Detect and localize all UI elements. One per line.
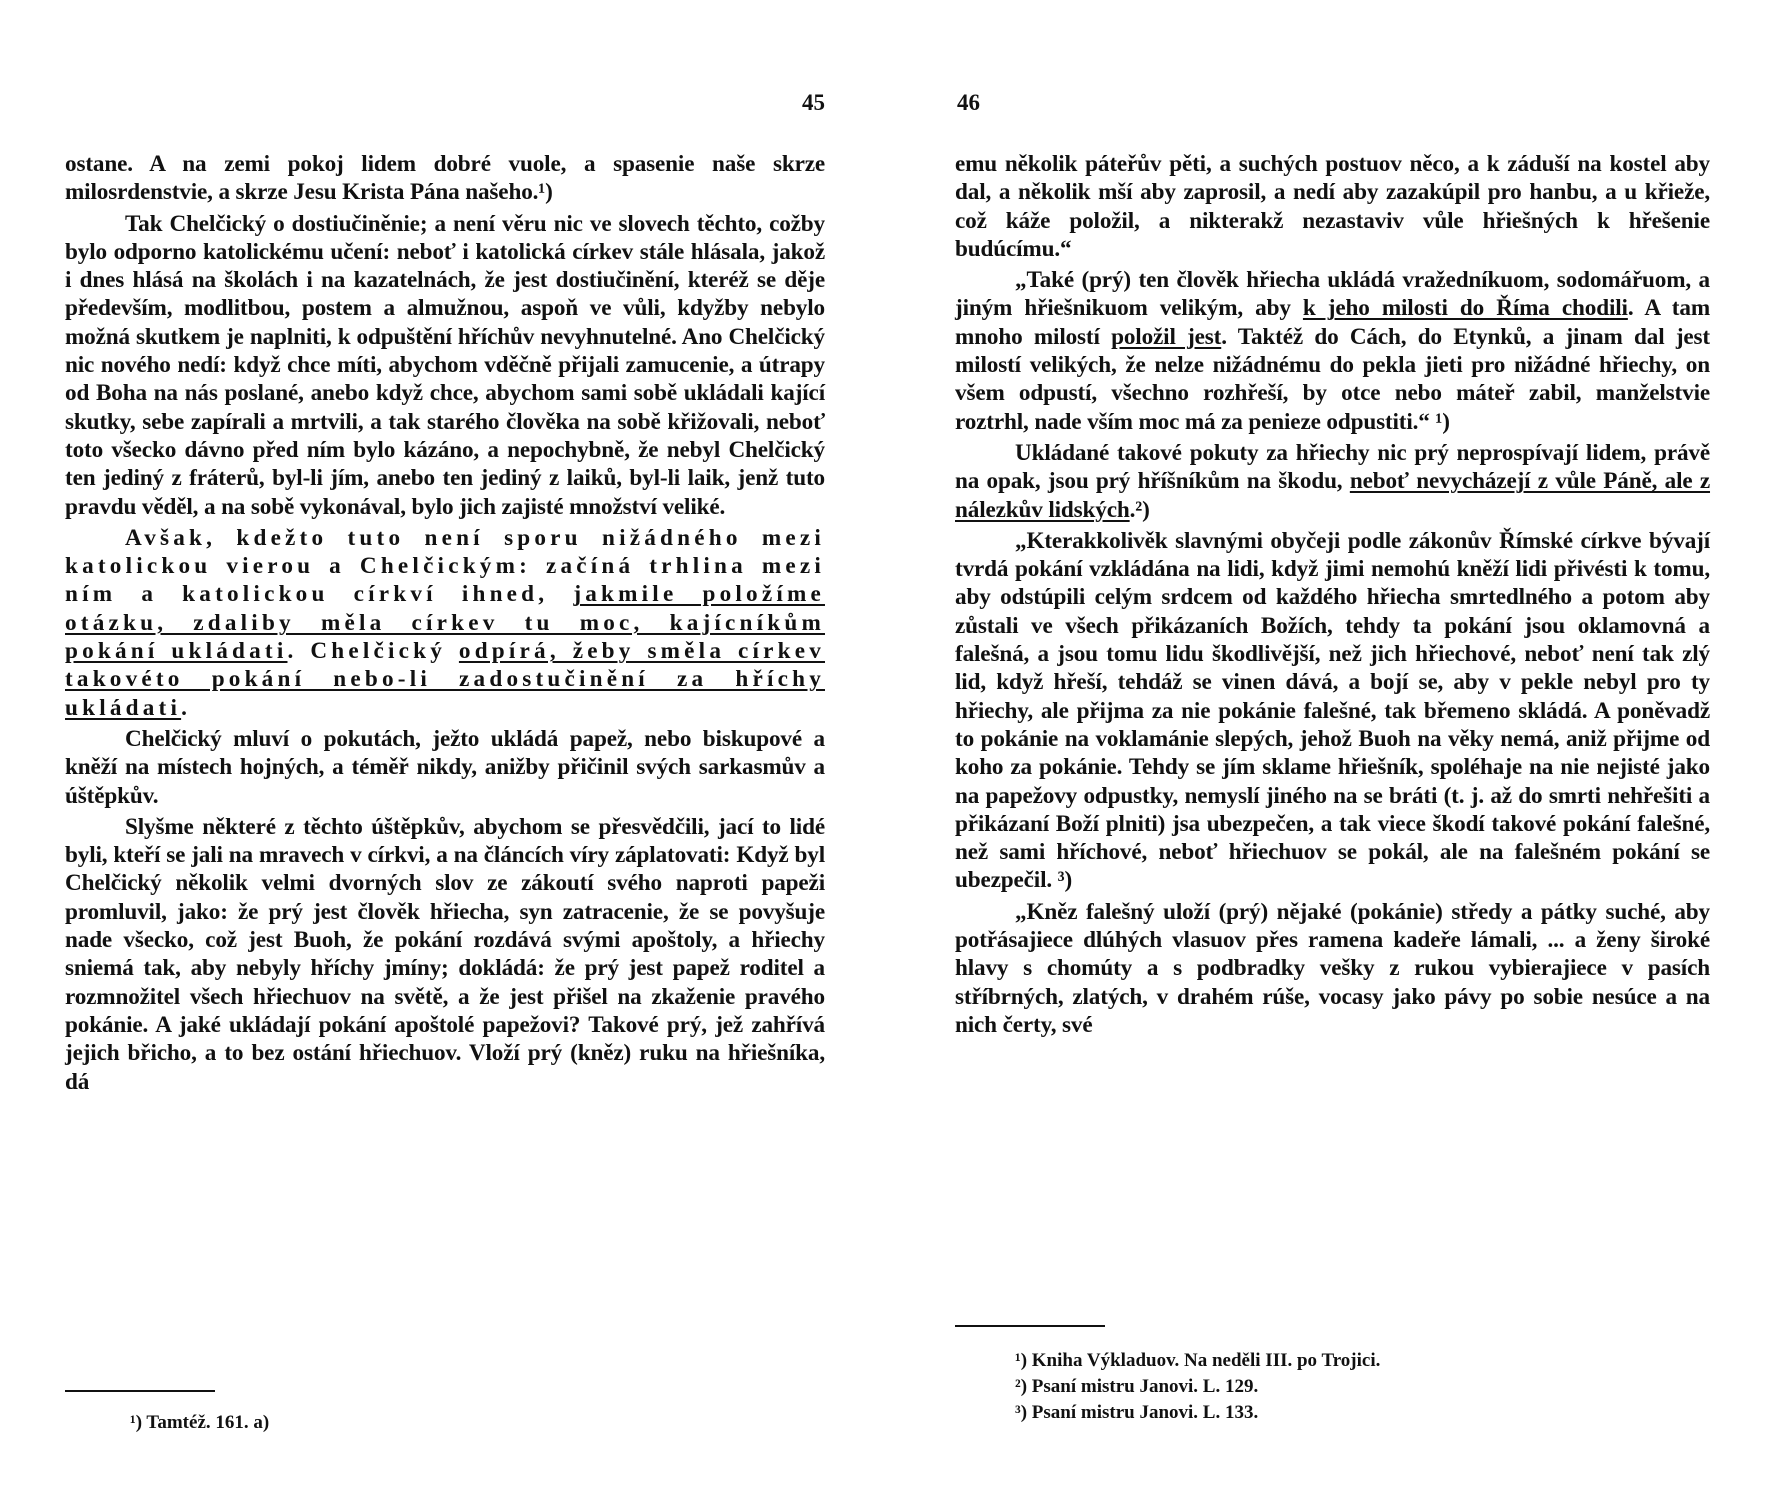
underlined-text: jakmile položíme otázku, zdaliby měla církev tu moc, kajícníkům pokání ukládati xyxy=(65,581,825,665)
right-page xyxy=(955,0,1710,1500)
paragraph: Tak Chelčický o dostiučiněnie; a není věru nic ve slovech těchto, cožby bylo odporno katolickému učení: neboť i katolická církev stále hlásala, jakož i dnes hlásá na školách i na kazatelnách, že jest dostiučinění, kteréž se děje především, modlitbou, postem a almužnou, aspoň ve vůli, kdyžby nebylo možná skutkem je naplniti, k odpuštění hříchův nevyhnutelné. Ano Chelčický nic nového nedí: když chce míti, abychom vděčně přijali zamucenie, a útrapy od Boha na nás poslané, anebo když chce, abychom sami sobě ukládali kající skutky, sebe zapírali a mrtvili, a tak starého člověka na sobě křižovali, neboť toto všecko dávno před ním bylo kázáno, a nepochybně, že nebyl Chelčický ten jediný z fráterů, byl-li jím, anebo ten jediný z laiků, byl-li laik, jenž tuto pravdu věděl, a na sobě vykonával, bylo jich zajisté množství veliké. xyxy=(65,210,825,520)
left-page xyxy=(65,0,825,1500)
underlined-text: odpírá, žeby směla církev takovéto pokání nebo-li zadostučinění za hříchy ukládati xyxy=(65,638,825,721)
paragraph: Slyšme některé z těchto úštěpkův, abychom se přesvědčili, jací to lidé byli, kteří se jali na mravech v církvi, a na článcích víry záplatovati: Když byl Chelčický několik velmi dvorných slov ze zákoutí svého naproti papeži promluvil, jako: že prý jest člověk hřiecha, syn zatracenie, že se povyšuje nade všecko, což jest Buoh, že pokání rozdává svými apoštoly, a hřiechy sniemá tak, aby nebyly hříchy jmíny; dokládá: že prý jest papež roditel a rozmnožitel všech hřiechuov na světě, a že jest přišel na zkaženie pravého pokánie. A jaké ukládají pokání apoštolé papežovi? Takové prý, jež zahřívá jejich břicho, a to bez ostání hřiechuov. Vloží prý (kněz) ruku na hřiešníka, dá xyxy=(65,813,825,1095)
spaced-paragraph xyxy=(65,524,825,722)
text: Avšak, kdežto tuto není sporu nižádného mezi katolickou vierou a Chelčickým: začíná trhlina mezi ním a katolickou církví ihned, xyxy=(65,524,825,608)
text: . Chelčický xyxy=(287,638,459,665)
underlined-text: k jeho milosti do Říma chodili xyxy=(1302,295,1628,322)
text: . A tam mnoho milostí xyxy=(955,295,1710,350)
footnote-rule xyxy=(65,1390,215,1392)
text: . xyxy=(181,694,192,721)
paragraph: emu několik páteřův pěti, a suchých postuov něco, a k záduší na kostel aby dal, a několik mší aby zaprosil, a nedí aby zazakúpil pro hanbu, a u křieže, což káže položil, a nikterakž nezastaviv vůle hřiešných k hřešenie budúcímu.“ xyxy=(955,151,1710,262)
text: . Taktéž do Cách, do Etynků, a jinam dal jest milostí velikých, že nelze nižádnému do pekla jieti pro nižádné hřiechy, on všem odpustí, všechno rozhřeší, by otce nebo máteř zabil, manželstvie roztrhl, nade vším moc má za penieze odpustiti.“ ¹) xyxy=(955,323,1710,435)
underlined-text: položil jest xyxy=(1111,323,1222,350)
paragraph: „Kterakkolivěk slavnými obyčeji podle zákonův Římské církve bývají tvrdá pokání vzkládána na lidi, když jimi nemohú kněží lidi přivésti k tomu, aby odstúpili celým srdcem od každého hřiecha smrtedlného a potom aby zůstali ve všech přikázaních Božích, tehdy ta pokání jsou oklamovná a falešná, a jsou tomu lidu škodlivější, než jich hřiechové, neboť není tak zlý lid, když hřeší, tehdáž se vinen dává, a bojí se, aby v pekle nebyl pro ty hřiechy, ale přijma za nie pokánie falešné, tak břemeno skládá. A poněvadž to pokánie na voklamánie slepých, jehož Buoh na věky nemá, aniž přijme od koho za pokánie. Tehdy se jím sklame hřiešník, spoléhaje na nie nejisté jako na papežovy odpustky, nemyslí jiného na se bráti (t. j. až do smrti nehřešiti a přikázaní Boží plniti) jsa ubezpečen, a tak viece škodí takové pokání falešné, než sami hříchové, neboť hřiechuov se pokál, ale na falešném pokání se ubezpečil. ³) xyxy=(955,527,1710,894)
footnote: ²) Psaní mistru Janovi. L. 129. xyxy=(1015,1376,1259,1397)
footnote: ¹) Tamtéž. 161. a) xyxy=(130,1412,270,1433)
underlined-text: neboť nevycházejí z vůle Páně, ale z nálezkův lidských xyxy=(955,468,1711,523)
text: „Také (prý) ten člověk hřiecha ukládá vražedníkuom, sodomářuom, a jiným hřiešnikuom velikým, aby xyxy=(955,267,1710,322)
text: Ukládané takové pokuty za hřiechy nic prý neprospívají lidem, právě na opak, jsou prý hříšníkům na škodu, xyxy=(955,439,1710,495)
paragraph: „Kněz falešný uloží (prý) nějaké (pokánie) středy a pátky suché, aby potřásajiece dlúhých vlasuov přes ramena kadeře lámali, ... a ženy široké hlavy s chomúty a s podbradky vešky z rukou vybierajiece v pasích stříbrných, zlatých, v drahém rúše, vocasy jako pávy po sobie nesúce a na nich čerty, své xyxy=(955,898,1710,1038)
paragraph: ostane. A na zemi pokoj lidem dobré vuole, a spasenie naše skrze milosrdenstvie, a skrze Jesu Krista Pána našeho.¹) xyxy=(65,151,825,206)
paragraph: Chelčický mluví o pokutách, ježto ukládá papež, nebo biskupové a kněží na místech hojných, a téměř nikdy, anižby přičinil svých sarkasmův a úštěpkův. xyxy=(65,725,825,809)
footnotes xyxy=(130,1410,269,1436)
footnote-rule xyxy=(955,1325,1105,1327)
page-number: 45 xyxy=(802,90,825,115)
page-body xyxy=(65,150,825,1099)
footnote: ³) Psaní mistru Janovi. L. 133. xyxy=(1015,1402,1259,1423)
paragraph xyxy=(955,439,1710,524)
paragraph xyxy=(955,266,1710,436)
text: .²) xyxy=(1129,496,1150,523)
footnotes xyxy=(1015,1348,1380,1426)
page-body xyxy=(955,150,1710,1042)
page-number: 46 xyxy=(957,90,980,115)
footnote: ¹) Kniha Výkladuov. Na neděli III. po Trojici. xyxy=(1015,1350,1381,1371)
